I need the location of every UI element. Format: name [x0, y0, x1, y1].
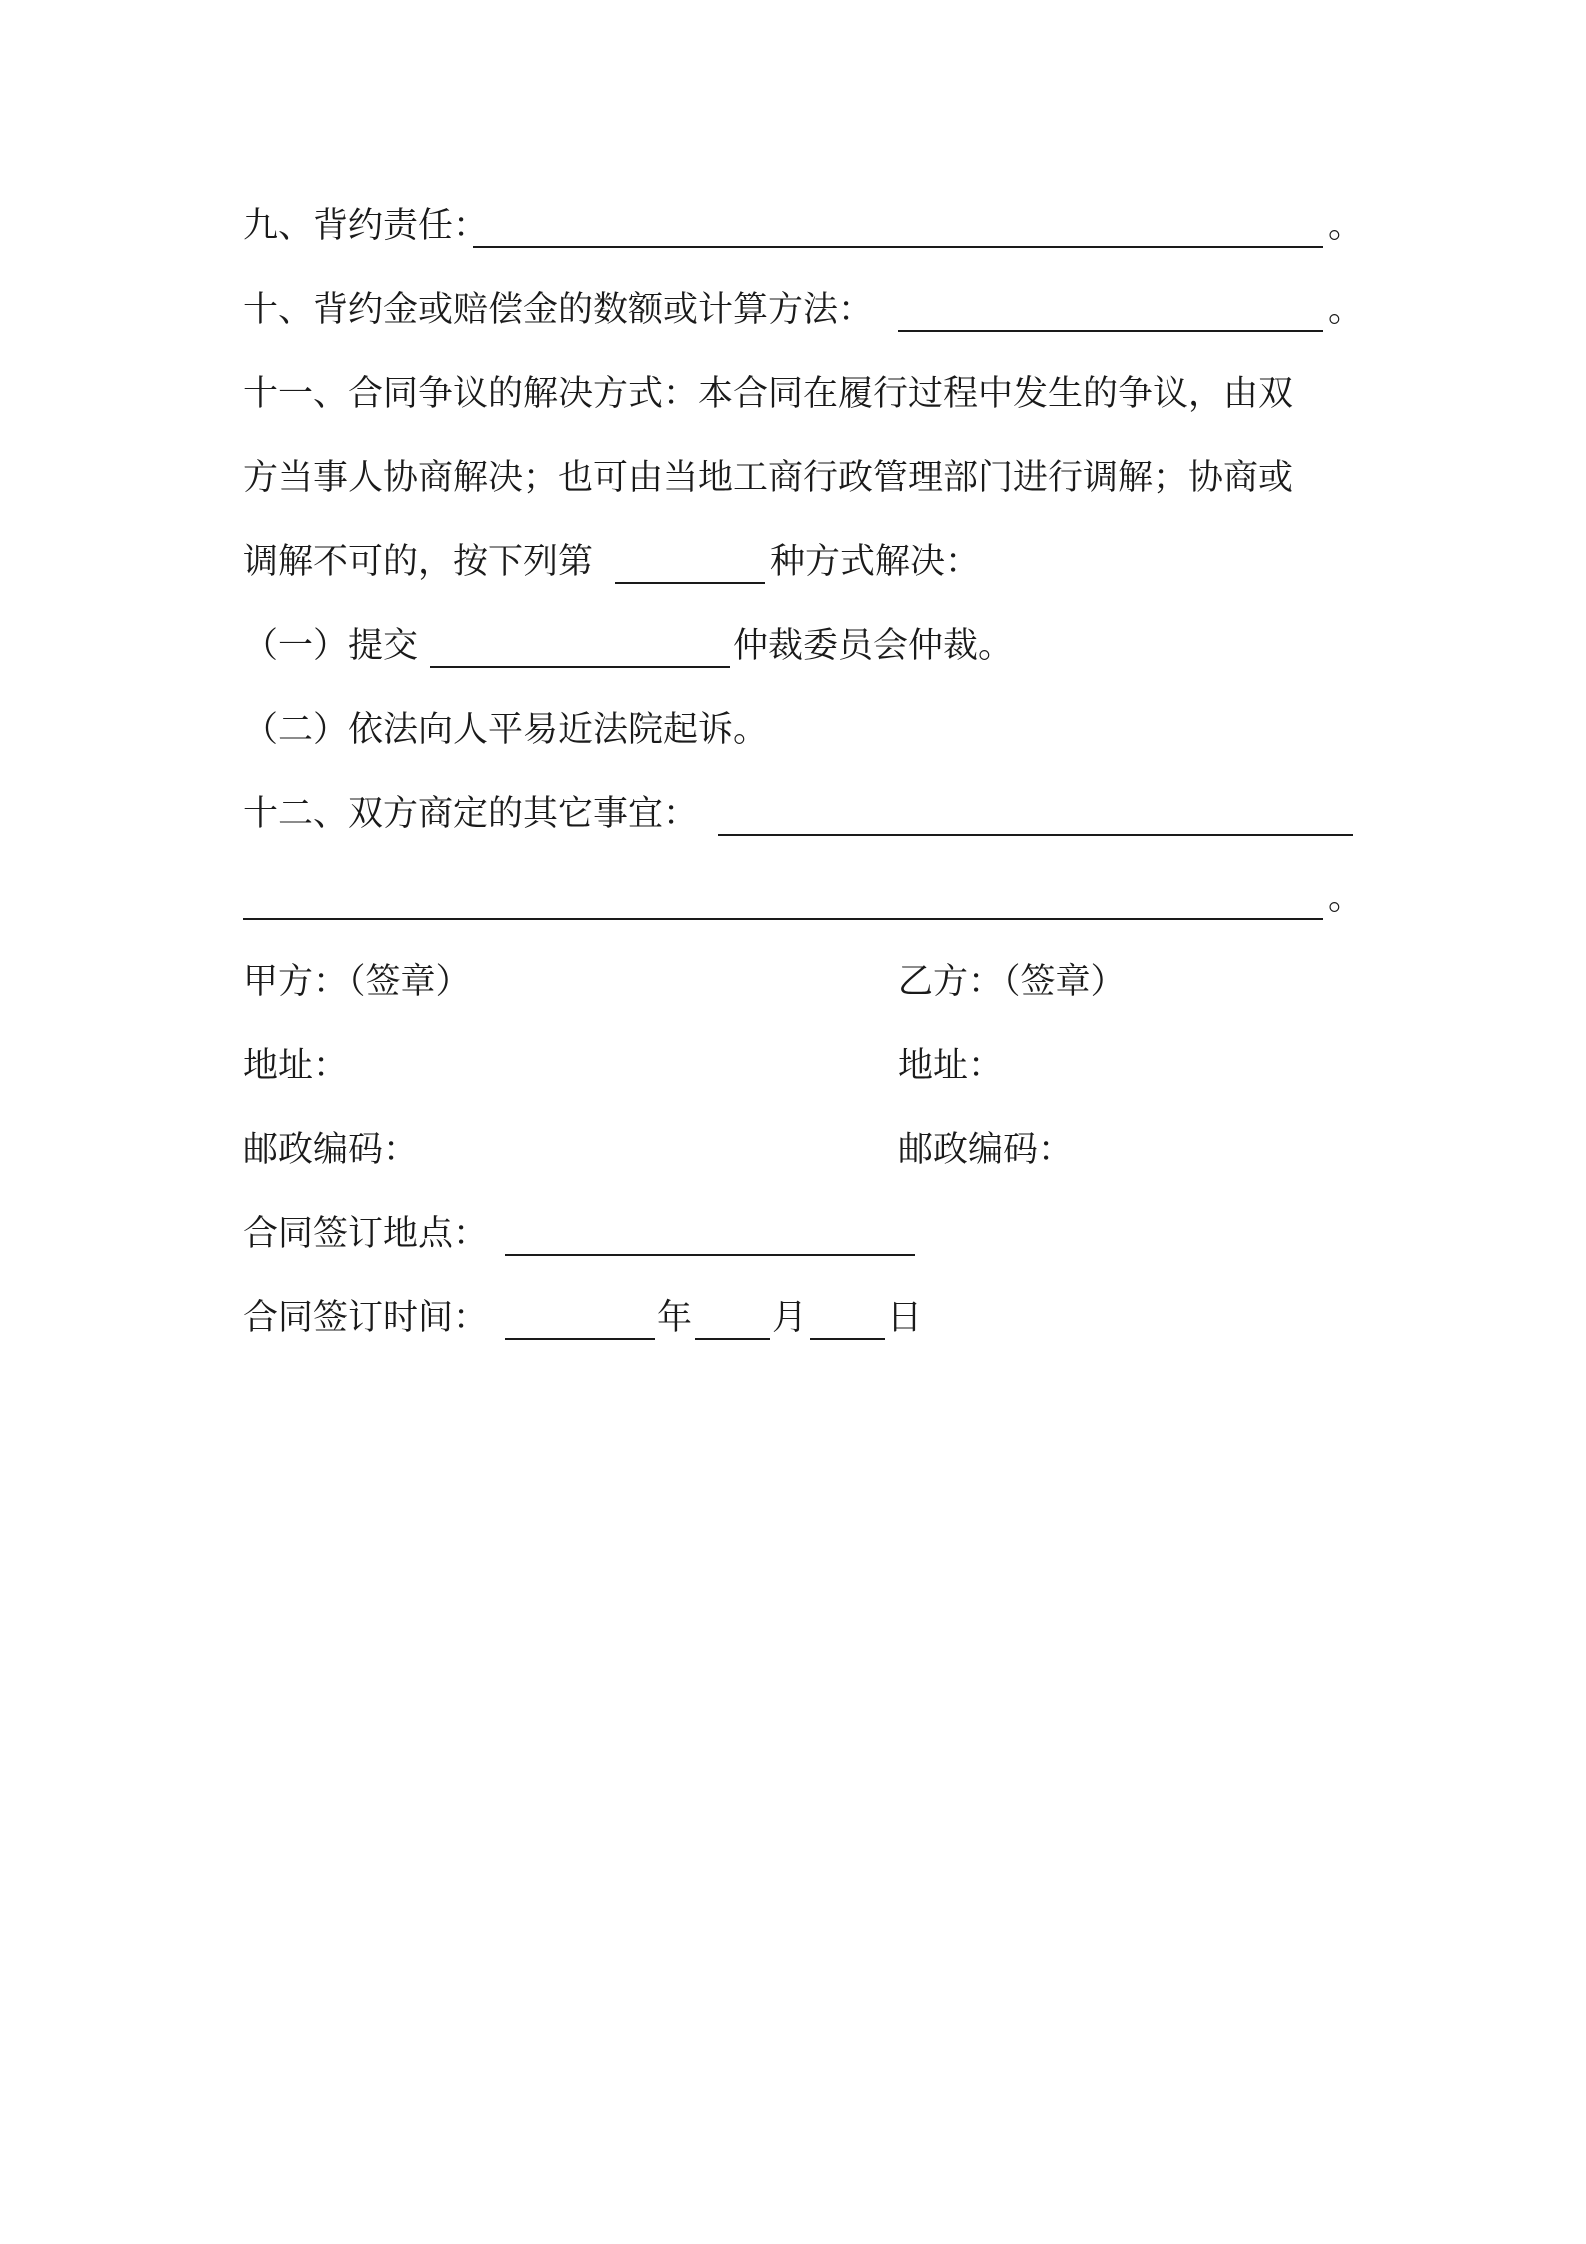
signature-seal-row	[243, 952, 1353, 1012]
party-b-address: 地址：	[898, 1046, 1004, 1086]
signing-time-label: 合同签订时间：	[243, 1298, 489, 1338]
clause-dispute-line-2	[243, 448, 1353, 508]
clause-penalty-label: 十、背约金或赔偿金的数额或计算方法：	[243, 290, 874, 330]
signing-month-blank	[695, 1338, 770, 1340]
signing-place-row	[243, 1204, 1353, 1264]
clause-breach	[243, 196, 1364, 256]
clause-penalty-end: 。	[1328, 290, 1364, 330]
clause-other-end: 。	[1328, 878, 1364, 918]
party-b-seal: 乙方：（签章）	[898, 962, 1126, 1002]
party-b-postcode: 邮政编码：	[898, 1130, 1074, 1170]
clause-other-blank-2	[243, 918, 1323, 920]
party-a-postcode: 邮政编码：	[243, 1130, 419, 1170]
clause-dispute-option-2	[243, 700, 1353, 760]
clause-dispute-option-2-text: （二）依法向人平易近法院起诉。	[243, 710, 769, 750]
clause-other-blank-1	[718, 834, 1353, 836]
signing-day-label: 日	[887, 1298, 923, 1338]
clause-dispute-text-2: 方当事人协商解决；也可由当地工商行政管理部门进行调解；协商或	[243, 458, 1294, 498]
signing-year-label: 年	[657, 1298, 693, 1338]
clause-penalty-blank	[898, 330, 1323, 332]
clause-penalty	[243, 280, 1364, 340]
clause-dispute-line-3	[243, 532, 1353, 592]
signing-time-row	[243, 1288, 1353, 1348]
signing-place-blank	[505, 1254, 915, 1256]
signature-address-row	[243, 1036, 1353, 1096]
signing-place-label: 合同签订地点：	[243, 1214, 489, 1254]
clause-dispute-option-1-post: 仲裁委员会仲裁。	[733, 626, 1014, 666]
clause-breach-label: 九、背约责任：	[243, 206, 489, 246]
clause-dispute-text-3-pre: 调解不可的，按下列第	[243, 542, 594, 582]
clause-other-label: 十二、双方商定的其它事宜：	[243, 794, 699, 834]
party-a-address: 地址：	[243, 1046, 349, 1086]
signing-year-blank	[505, 1338, 655, 1340]
clause-breach-end: 。	[1328, 206, 1364, 246]
clause-dispute-option-1-pre: （一）提交	[243, 626, 419, 666]
clause-dispute-text-1: 十一、合同争议的解决方式：本合同在履行过程中发生的争议，由双	[243, 374, 1294, 414]
party-a-seal: 甲方：（签章）	[243, 962, 471, 1002]
arbitration-commission-blank	[430, 666, 730, 668]
clause-dispute-option-1	[243, 616, 1353, 676]
signing-day-blank	[810, 1338, 885, 1340]
clause-dispute-choice-blank	[615, 582, 765, 584]
clause-breach-blank	[473, 246, 1323, 248]
clause-other	[243, 784, 1353, 844]
signature-postcode-row	[243, 1120, 1353, 1180]
signing-month-label: 月	[772, 1298, 808, 1338]
clause-dispute-text-3-post: 种方式解决：	[770, 542, 981, 582]
clause-other-cont	[243, 868, 1364, 928]
clause-dispute-line-1	[243, 364, 1353, 424]
